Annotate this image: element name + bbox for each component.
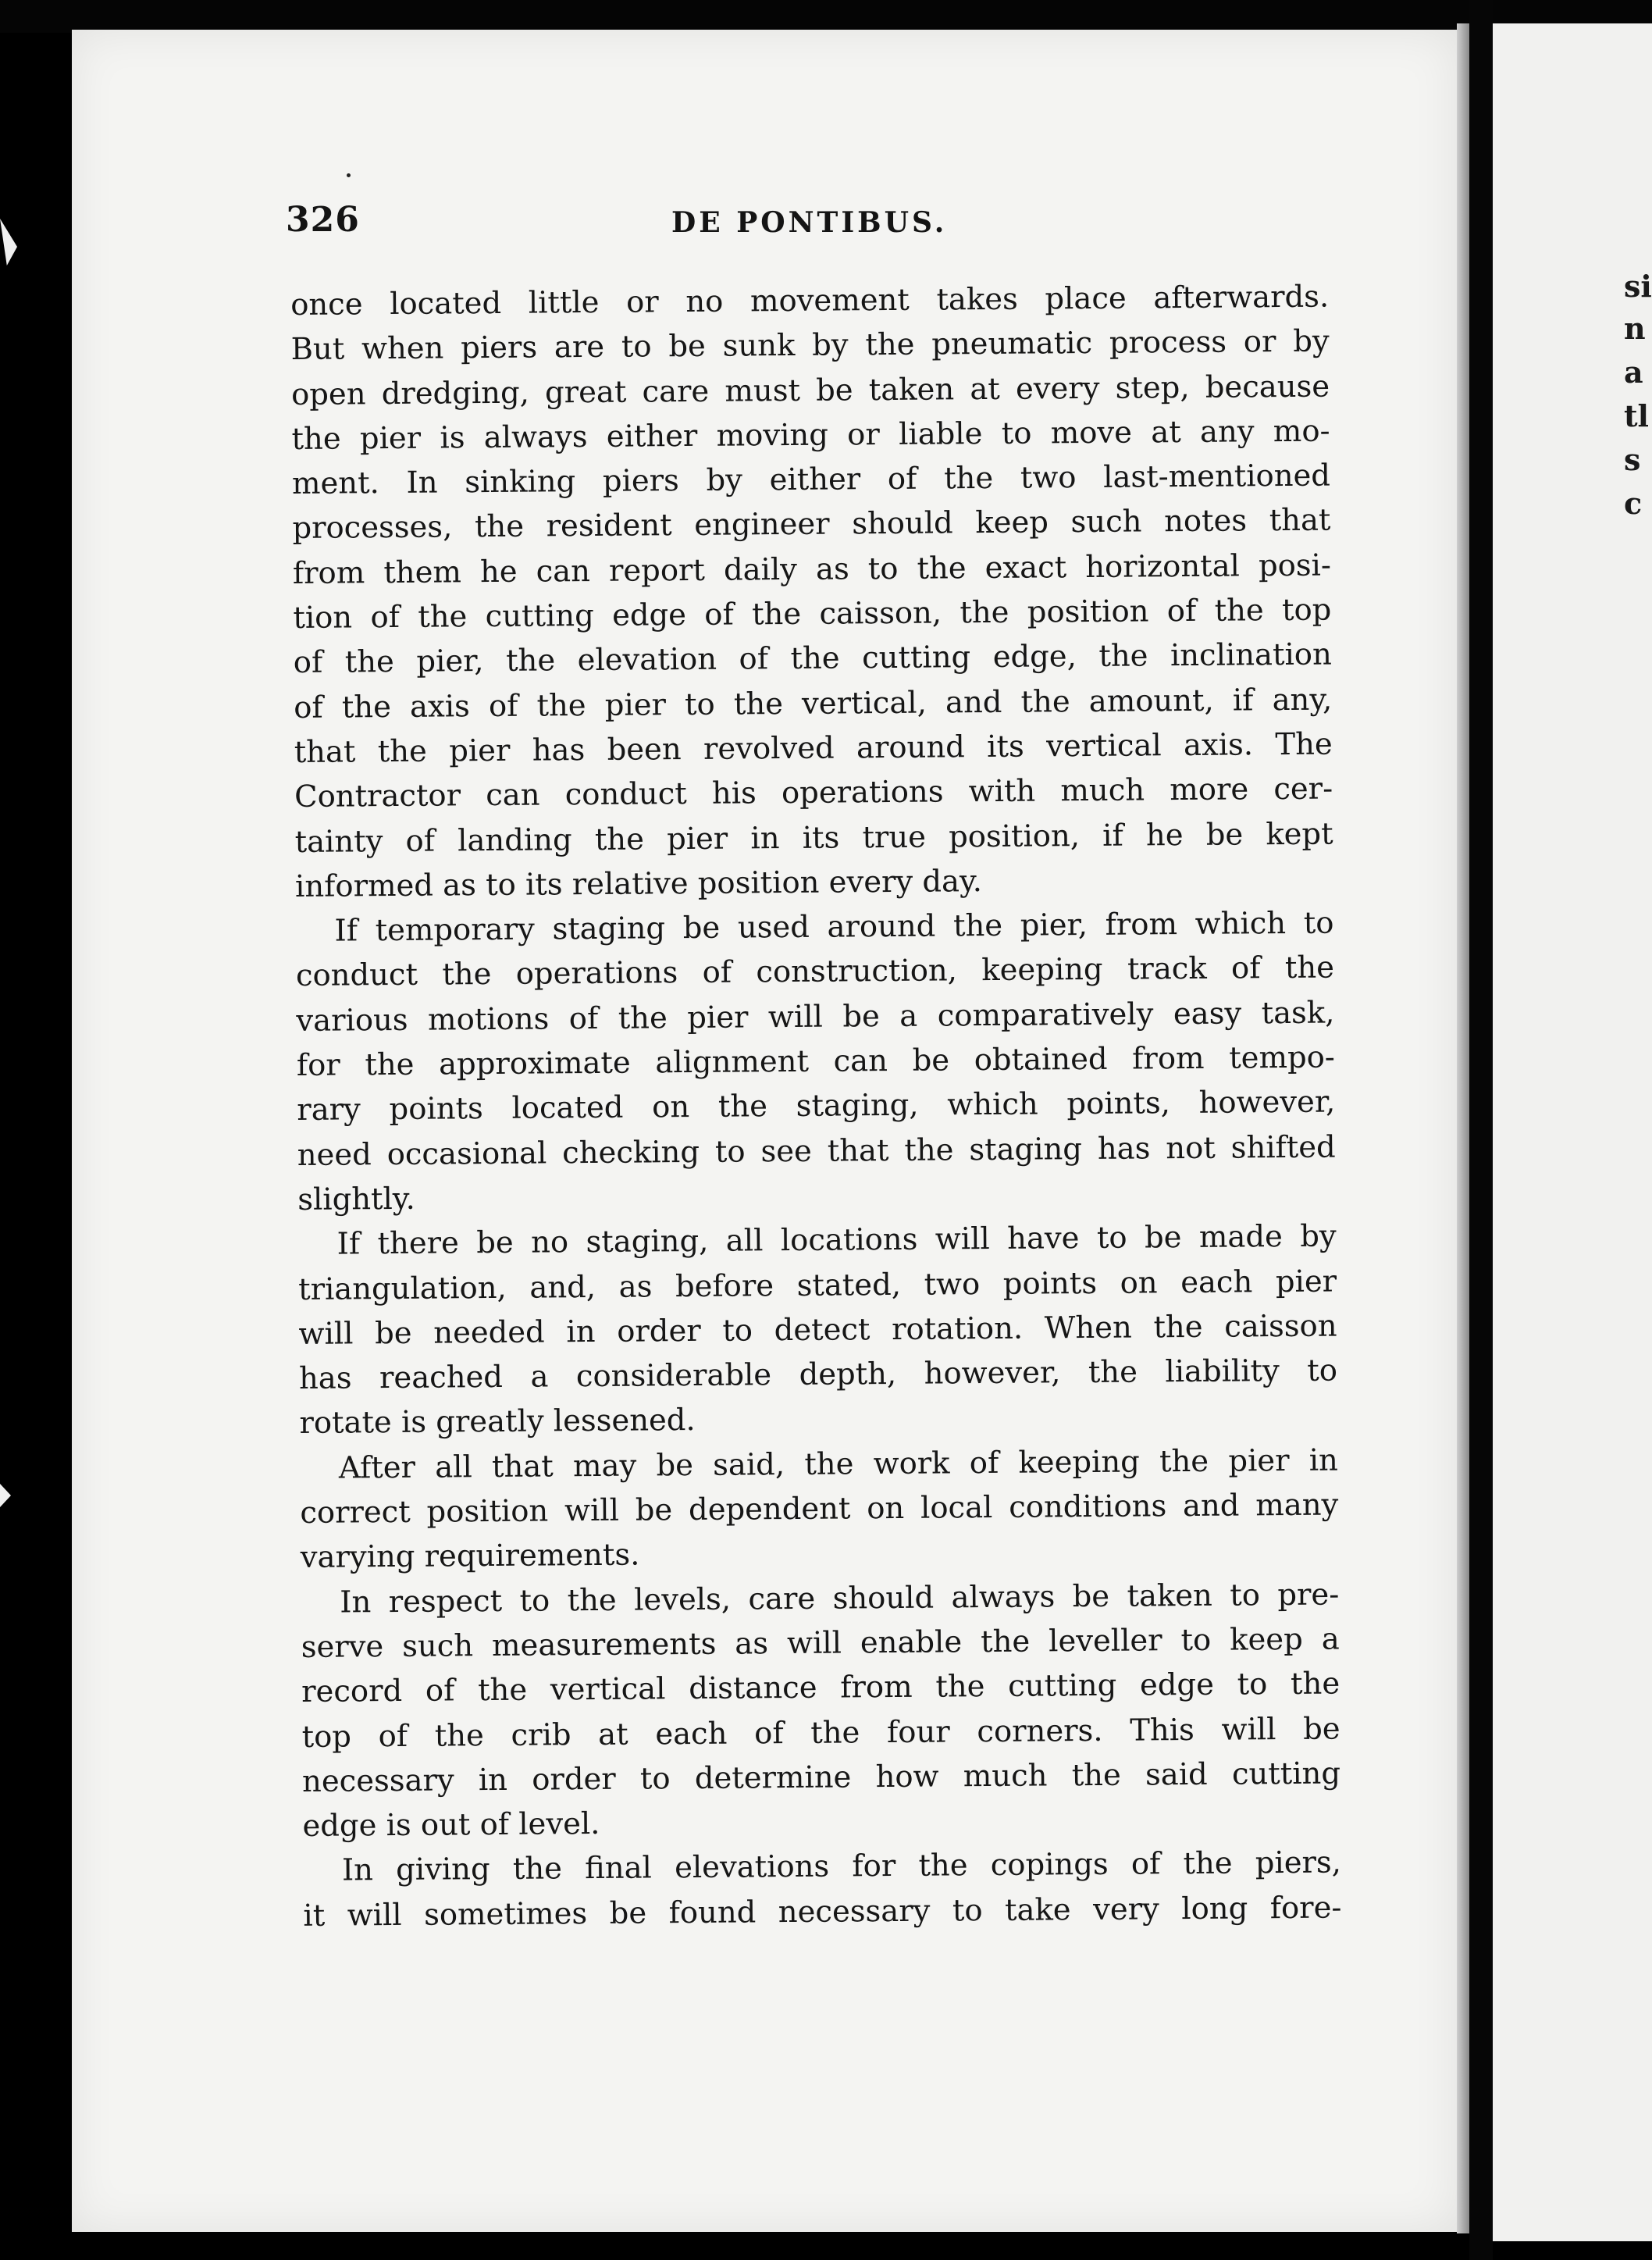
- text-line: In giving the final elevations for the copings of the piers,: [341, 1845, 1342, 1888]
- page-header: [286, 200, 1324, 247]
- page-number: 326: [286, 200, 360, 240]
- text-line: it will sometimes be found necessary to take very long fore-: [303, 1890, 1342, 1934]
- ink-speck: [347, 173, 351, 177]
- text-line: tainty of landing the pier in its true position, if he be kept: [294, 816, 1333, 860]
- text-line: In respect to the levels, care should always be taken to pre-: [340, 1577, 1340, 1620]
- text-line: If temporary staging be used around the pier, from which to: [334, 905, 1334, 949]
- scan-artifact: [0, 219, 17, 266]
- text-line: from them he can report daily as to the exact horizontal posi-: [292, 547, 1332, 591]
- adjacent-page-fragment: si: [1624, 269, 1652, 304]
- text-line: record of the vertical distance from the cutting edge to the: [301, 1666, 1340, 1710]
- text-line: various motions of the pier will be a comparatively easy task,: [296, 995, 1335, 1039]
- book-gutter: [1469, 0, 1493, 2260]
- adjacent-page: [1493, 23, 1652, 2241]
- text-line: has reached a considerable depth, however, the liability to: [298, 1353, 1338, 1397]
- adjacent-page-fragment: tl: [1624, 398, 1649, 433]
- running-head: DE PONTIBUS.: [671, 206, 948, 239]
- text-line: serve such measurements as will enable the leveller to keep a: [301, 1621, 1340, 1665]
- text-line: varying requirements.: [300, 1537, 640, 1576]
- body-text: [290, 275, 1342, 1938]
- adjacent-page-fragment: n: [1624, 311, 1646, 346]
- scan-border-top: [0, 0, 1652, 33]
- text-line: the pier is always either moving or liable to move at any mo-: [291, 413, 1330, 457]
- text-line: for the approximate alignment can be obtained from tempo-: [296, 1039, 1336, 1084]
- text-line: processes, the resident engineer should keep such notes that: [292, 503, 1331, 547]
- text-line: rary points located on the staging, which points, however,: [297, 1084, 1336, 1128]
- text-line: will be needed in order to detect rotation. When the caisson: [298, 1308, 1337, 1352]
- text-line: After all that may be said, the work of keeping the pier in: [338, 1442, 1339, 1486]
- text-line: If there be no staging, all locations will have to be made by: [336, 1218, 1337, 1262]
- scan-artifact: [0, 1484, 11, 1507]
- text-line: of the pier, the elevation of the cutting edge, the inclination: [293, 636, 1332, 681]
- text-line: that the pier has been revolved around its vertical axis. The: [294, 726, 1333, 770]
- text-line: need occasional checking to see that the staging has not shifted: [297, 1129, 1336, 1173]
- page-edge: [1457, 23, 1469, 2233]
- adjacent-page-fragment: s: [1624, 442, 1641, 477]
- text-line: edge is out of level.: [302, 1806, 600, 1845]
- text-line: Contractor can conduct his operations with much more cer-: [294, 771, 1333, 815]
- adjacent-page-fragment: c: [1624, 486, 1643, 521]
- text-line: correct position will be dependent on local conditions and many: [300, 1487, 1339, 1531]
- text-line: slightly.: [297, 1181, 415, 1217]
- text-line: informed as to its relative position every day.: [294, 863, 983, 904]
- text-line: open dredging, great care must be taken at every step, because: [290, 369, 1330, 412]
- text-line: triangulation, and, as before stated, two points on each pier: [297, 1264, 1337, 1307]
- text-line: ment. In sinking piers by either of the two last-mentioned: [291, 458, 1331, 502]
- text-line: conduct the operations of construction, keeping track of the: [295, 950, 1335, 994]
- text-line: tion of the cutting edge of the caisson, the position of the top: [293, 592, 1332, 636]
- adjacent-page-fragment: a: [1624, 355, 1643, 390]
- text-line: necessary in order to determine how much the said cutting: [301, 1756, 1341, 1799]
- text-line: But when piers are to be sunk by the pneumatic process or by: [290, 323, 1330, 368]
- text-line: rotate is greatly lessened.: [299, 1403, 696, 1442]
- text-line: of the axis of the pier to the vertical, and the amount, if any,: [294, 682, 1333, 725]
- text-line: once located little or no movement takes place afterwards.: [290, 279, 1330, 323]
- text-line: top of the crib at each of the four corners. This will be: [301, 1710, 1340, 1755]
